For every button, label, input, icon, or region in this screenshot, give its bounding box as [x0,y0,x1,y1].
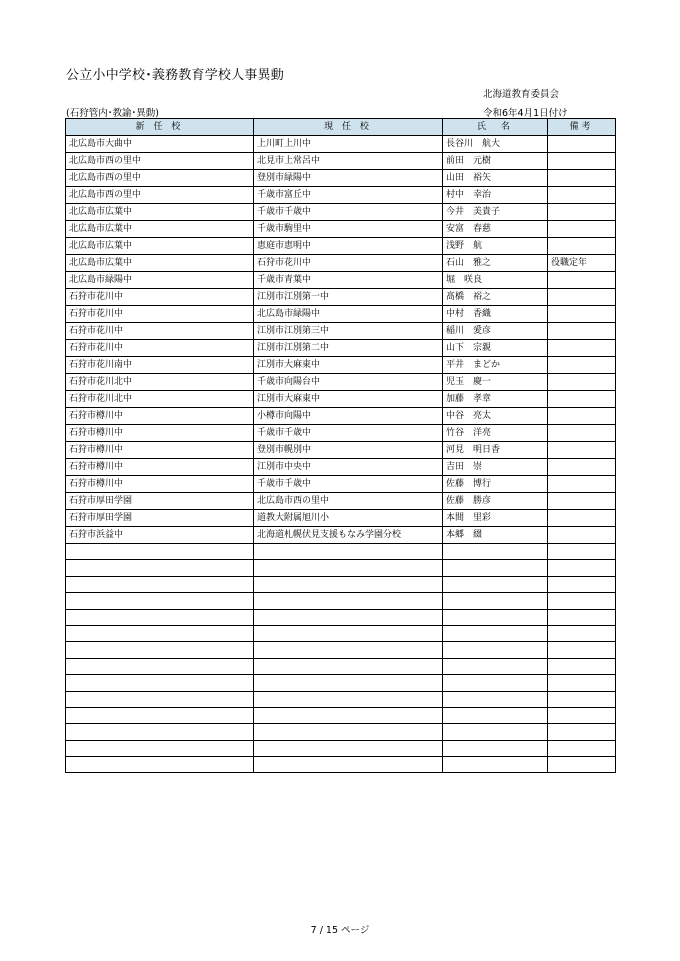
new-school-cell: 石狩市花川北中 [66,374,254,391]
table-row [66,170,616,187]
table-row [66,510,616,527]
issuer: 北海道教育委員会 [483,89,560,100]
name-cell [443,609,548,625]
new-school-cell [66,576,254,592]
note-cell [548,593,616,609]
note-cell [548,323,616,340]
new-school-cell [66,757,254,773]
note-cell [548,408,616,425]
new-school-cell [66,707,254,723]
current-school-cell [254,675,443,691]
current-school-cell [254,658,443,674]
note-cell [548,306,616,323]
name-cell [443,560,548,576]
table-body [66,136,616,773]
name-cell: 竹谷 洋亮 [443,425,548,442]
new-school-cell [66,642,254,658]
new-school-cell: 石狩市樽川中 [66,459,254,476]
current-school-cell: 千歳市千歳中 [254,425,443,442]
note-cell [548,642,616,658]
table-row [66,442,616,459]
note-cell: 役職定年 [548,255,616,272]
name-cell [443,691,548,707]
new-school-cell [66,658,254,674]
table-row [66,675,616,691]
new-school-cell [66,691,254,707]
current-school-cell [254,593,443,609]
table-row [66,408,616,425]
current-school-cell: 江別市江別第一中 [254,289,443,306]
note-cell [548,576,616,592]
current-school-cell: 江別市江別第三中 [254,323,443,340]
table-row [66,289,616,306]
name-cell: 堀 咲良 [443,272,548,289]
table-row [66,255,616,272]
table-row [66,238,616,255]
name-cell [443,740,548,756]
name-cell: 山下 宗親 [443,340,548,357]
current-school-cell [254,691,443,707]
current-school-cell: 登別市幌別中 [254,442,443,459]
note-cell [548,204,616,221]
new-school-cell: 石狩市花川中 [66,306,254,323]
note-cell [548,425,616,442]
current-school-cell [254,560,443,576]
name-cell: 児玉 慶一 [443,374,548,391]
name-cell [443,658,548,674]
table-row [66,136,616,153]
new-school-cell: 北広島市広葉中 [66,204,254,221]
name-cell [443,544,548,560]
note-cell [548,391,616,408]
current-school-cell: 千歳市駒里中 [254,221,443,238]
name-cell: 稲川 愛彦 [443,323,548,340]
current-school-cell: 小樽市向陽中 [254,408,443,425]
name-cell: 浅野 航 [443,238,548,255]
note-cell [548,170,616,187]
new-school-cell: 石狩市花川北中 [66,391,254,408]
new-school-cell [66,560,254,576]
table-row [66,609,616,625]
note-cell [548,272,616,289]
current-school-cell [254,625,443,641]
table-row [66,527,616,544]
new-school-cell: 石狩市樽川中 [66,442,254,459]
name-cell: 佐藤 勝彦 [443,493,548,510]
current-school-cell: 千歳市青葉中 [254,272,443,289]
note-cell [548,374,616,391]
table-row [66,476,616,493]
name-cell: 髙橋 裕之 [443,289,548,306]
note-cell [548,187,616,204]
new-school-cell: 石狩市樽川中 [66,476,254,493]
name-cell: 前田 元樹 [443,153,548,170]
note-cell [548,357,616,374]
table-row [66,493,616,510]
current-school-cell: 北広島市緑陽中 [254,306,443,323]
note-cell [548,740,616,756]
name-cell: 河見 明日香 [443,442,548,459]
name-cell: 山田 裕矢 [443,170,548,187]
name-cell [443,642,548,658]
note-cell [548,707,616,723]
table-row [66,340,616,357]
new-school-cell: 石狩市花川南中 [66,357,254,374]
effective-date: 令和6年4月1日付け [483,108,568,119]
current-school-cell [254,757,443,773]
note-cell [548,510,616,527]
name-cell: 本間 里彩 [443,510,548,527]
current-school-cell: 登別市緑陽中 [254,170,443,187]
current-school-cell [254,576,443,592]
note-cell [548,340,616,357]
name-cell [443,625,548,641]
name-cell: 中村 香織 [443,306,548,323]
table-row [66,642,616,658]
table-row [66,740,616,756]
table-row [66,459,616,476]
current-school-cell: 江別市江別第二中 [254,340,443,357]
current-school-cell: 千歳市富丘中 [254,187,443,204]
table-row [66,425,616,442]
name-cell: 今井 美貴子 [443,204,548,221]
new-school-cell: 石狩市花川中 [66,340,254,357]
note-cell [548,724,616,740]
current-school-cell: 江別市中央中 [254,459,443,476]
note-cell [548,238,616,255]
name-cell: 本郷 綴 [443,527,548,544]
current-school-cell: 道教大附属旭川小 [254,510,443,527]
note-cell [548,289,616,306]
new-school-cell [66,593,254,609]
new-school-cell: 北広島市広葉中 [66,238,254,255]
current-school-cell: 千歳市向陽台中 [254,374,443,391]
current-school-cell [254,642,443,658]
table-row [66,625,616,641]
new-school-cell: 石狩市花川中 [66,289,254,306]
current-school-cell: 千歳市千歳中 [254,476,443,493]
name-cell: 佐藤 博行 [443,476,548,493]
current-school-cell: 石狩市花川中 [254,255,443,272]
note-cell [548,658,616,674]
new-school-cell [66,675,254,691]
table-row [66,204,616,221]
note-cell [548,459,616,476]
new-school-cell: 北広島市西の里中 [66,170,254,187]
current-school-cell [254,707,443,723]
new-school-cell [66,544,254,560]
note-cell [548,221,616,238]
table-row [66,544,616,560]
current-school-cell [254,724,443,740]
header-new-school: 新 任 校 [66,119,254,136]
name-cell [443,576,548,592]
new-school-cell [66,724,254,740]
note-cell [548,442,616,459]
note-cell [548,691,616,707]
table-row [66,323,616,340]
new-school-cell: 北広島市広葉中 [66,221,254,238]
new-school-cell: 北広島市西の里中 [66,153,254,170]
note-cell [548,675,616,691]
note-cell [548,136,616,153]
table-row [66,357,616,374]
name-cell: 安富 春慈 [443,221,548,238]
table-row [66,691,616,707]
table-row [66,153,616,170]
note-cell [548,476,616,493]
table-row [66,187,616,204]
current-school-cell: 千歳市千歳中 [254,204,443,221]
name-cell: 中谷 亮太 [443,408,548,425]
name-cell: 平井 まどか [443,357,548,374]
new-school-cell: 石狩市厚田学園 [66,510,254,527]
current-school-cell: 江別市大麻東中 [254,357,443,374]
table-row [66,391,616,408]
current-school-cell [254,740,443,756]
new-school-cell [66,740,254,756]
name-cell: 長谷川 航大 [443,136,548,153]
document-subtitle: (石狩管内･教諭･異動) [66,108,159,119]
note-cell [548,625,616,641]
current-school-cell: 北広島市西の里中 [254,493,443,510]
table-row [66,707,616,723]
name-cell [443,757,548,773]
table-row [66,658,616,674]
note-cell [548,527,616,544]
name-cell [443,724,548,740]
current-school-cell: 上川町上川中 [254,136,443,153]
note-cell [548,757,616,773]
table-row [66,757,616,773]
note-cell [548,609,616,625]
current-school-cell: 恵庭市恵明中 [254,238,443,255]
note-cell [548,153,616,170]
new-school-cell: 北広島市広葉中 [66,255,254,272]
table-row [66,724,616,740]
document-title: 公立小中学校･義務教育学校人事異動 [66,68,284,83]
note-cell [548,493,616,510]
table-row [66,560,616,576]
name-cell [443,707,548,723]
table-row [66,374,616,391]
new-school-cell: 石狩市花川中 [66,323,254,340]
header-note: 備考 [548,119,616,136]
new-school-cell: 石狩市樽川中 [66,425,254,442]
current-school-cell [254,609,443,625]
new-school-cell [66,609,254,625]
new-school-cell: 石狩市樽川中 [66,408,254,425]
current-school-cell: 北見市上常呂中 [254,153,443,170]
name-cell: 加藤 孝章 [443,391,548,408]
table-row [66,576,616,592]
name-cell: 村中 幸治 [443,187,548,204]
new-school-cell: 北広島市緑陽中 [66,272,254,289]
current-school-cell [254,544,443,560]
name-cell: 吉田 崇 [443,459,548,476]
current-school-cell: 北海道札幌伏見支援もなみ学園分校 [254,527,443,544]
personnel-table [65,118,616,773]
table-row [66,306,616,323]
new-school-cell: 北広島市西の里中 [66,187,254,204]
note-cell [548,544,616,560]
new-school-cell: 石狩市浜益中 [66,527,254,544]
table-row [66,272,616,289]
new-school-cell: 石狩市厚田学園 [66,493,254,510]
table-row [66,221,616,238]
new-school-cell: 北広島市大曲中 [66,136,254,153]
name-cell [443,593,548,609]
current-school-cell: 江別市大麻東中 [254,391,443,408]
page-number: 7 / 15 ページ [310,925,370,936]
name-cell [443,675,548,691]
name-cell: 石山 雅之 [443,255,548,272]
header-current-school: 現 任 校 [254,119,443,136]
table-row [66,593,616,609]
header-name: 氏 名 [443,119,548,136]
note-cell [548,560,616,576]
table-header-row [66,119,616,136]
new-school-cell [66,625,254,641]
